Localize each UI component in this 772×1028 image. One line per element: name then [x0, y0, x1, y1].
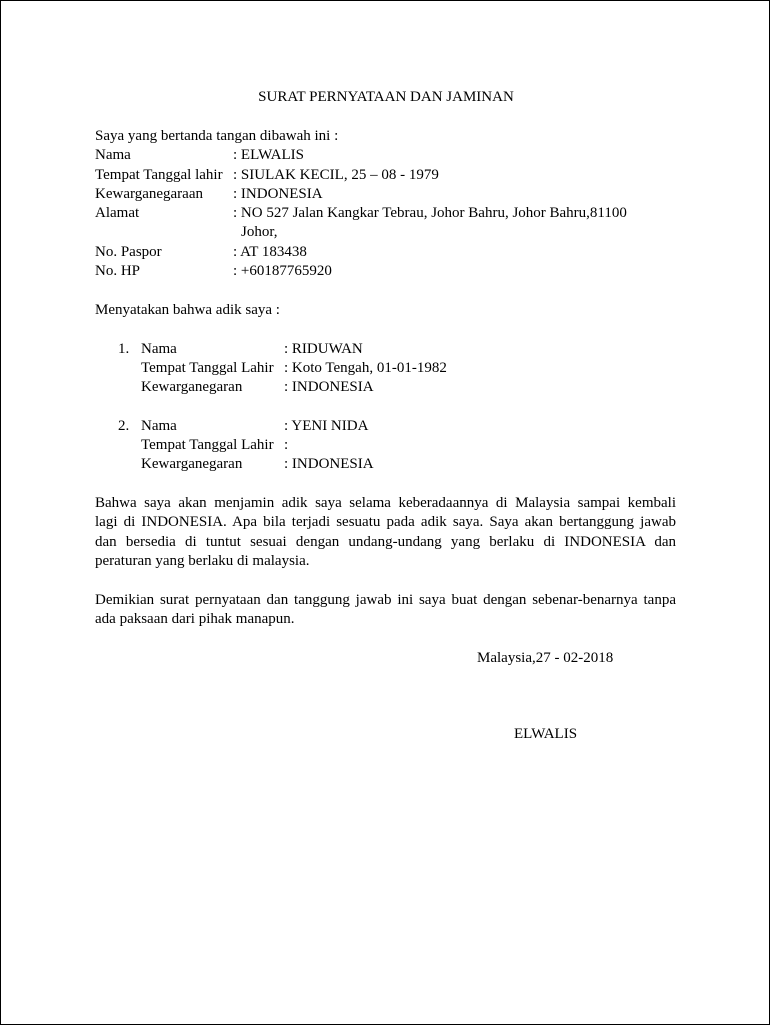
declarant-phone-value: : +60187765920 [233, 263, 332, 279]
sibling-1-name-label: Nama [141, 341, 177, 357]
declarant-name-label: Nama [95, 147, 131, 163]
declarant-passport-label: No. Paspor [95, 244, 162, 260]
sibling-1-name-value: : RIDUWAN [284, 341, 363, 357]
statement-intro: Menyatakan bahwa adik saya : [95, 302, 280, 318]
paragraph-line: dan bersedia di tuntut sesuai dengan undang-undang yang berlaku di INDONESIA dan [95, 534, 676, 550]
declarant-nationality-value: : INDONESIA [233, 186, 323, 202]
document-title: SURAT PERNYATAAN DAN JAMINAN [258, 89, 514, 105]
declarant-birth-value: : SIULAK KECIL, 25 – 08 - 1979 [233, 167, 439, 183]
declarant-name-value: : ELWALIS [233, 147, 304, 163]
sibling-2-nationality-label: Kewarganegaran [141, 456, 243, 472]
signature-name: ELWALIS [514, 726, 578, 742]
declarant-address-label: Alamat [95, 205, 140, 221]
sibling-2-number: 2. [118, 418, 130, 434]
intro-text: Saya yang bertanda tangan dibawah ini : [95, 128, 339, 144]
declarant-address-value-line1: : NO 527 Jalan Kangkar Tebrau, Johor Bahru, Johor Bahru,81100 [233, 205, 627, 221]
declarant-nationality-label: Kewarganegaraan [95, 186, 203, 202]
sibling-2-birth-label: Tempat Tanggal Lahir [141, 437, 274, 453]
declarant-address-value-line2: Johor, [241, 224, 278, 240]
declarant-phone-label: No. HP [95, 263, 141, 279]
sibling-1-nationality-label: Kewarganegaran [141, 379, 243, 395]
paragraph-line: ada paksaan dari pihak manapun. [95, 611, 295, 627]
declarant-birth-label: Tempat Tanggal lahir [95, 167, 223, 183]
sibling-2-name-value: : YENI NIDA [284, 418, 369, 434]
sibling-1-birth-value: : Koto Tengah, 01-01-1982 [284, 360, 447, 376]
paragraph-line: peraturan yang berlaku di malaysia. [95, 553, 310, 569]
sibling-1-number: 1. [118, 341, 130, 357]
sibling-1-nationality-value: : INDONESIA [284, 379, 374, 395]
paragraph-line: Demikian surat pernyataan dan tanggung jawab ini saya buat dengan sebenar-benarnya tanpa [95, 592, 676, 608]
declarant-passport-value: : AT 183438 [233, 244, 307, 260]
sibling-2-name-label: Nama [141, 418, 177, 434]
place-date: Malaysia,27 - 02-2018 [477, 650, 614, 666]
sibling-1-birth-label: Tempat Tanggal Lahir [141, 360, 274, 376]
paragraph-line: Bahwa saya akan menjamin adik saya selama keberadaannya di Malaysia sampai kembali [95, 495, 676, 511]
sibling-2-nationality-value: : INDONESIA [284, 456, 374, 472]
sibling-2-birth-value: : [284, 437, 289, 453]
paragraph-line: lagi di INDONESIA. Apa bila terjadi sesuatu pada adik saya. Saya akan bertanggung jawab [95, 514, 676, 530]
